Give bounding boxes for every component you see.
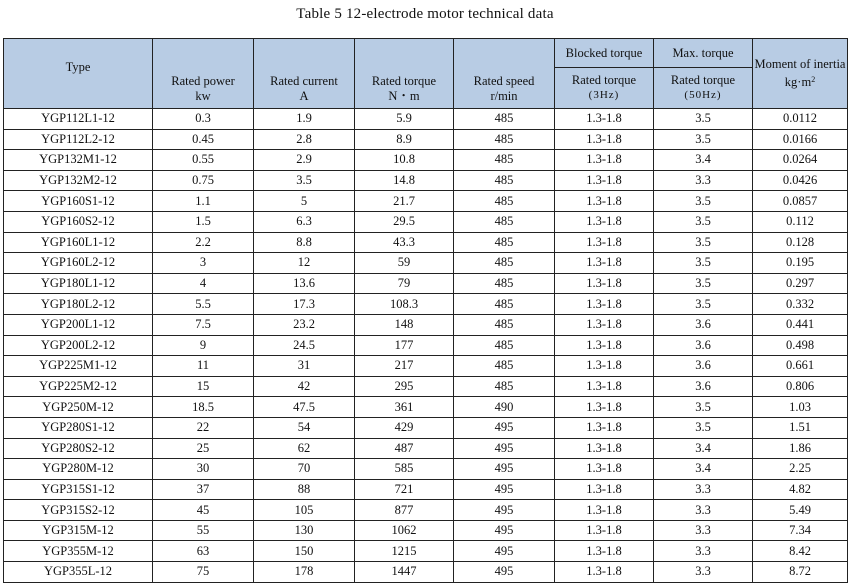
cell-max: 3.5: [654, 397, 753, 418]
cell-type: YGP355M-12: [4, 541, 153, 562]
cell-inertia: 1.86: [753, 438, 848, 459]
table-row: [4, 520, 848, 541]
cell-max: 3.4: [654, 438, 753, 459]
cell-inertia: 1.03: [753, 397, 848, 418]
cell-power: 1.5: [153, 211, 254, 232]
cell-current: 8.8: [254, 232, 355, 253]
cell-torque: 59: [355, 253, 454, 274]
cell-torque: 79: [355, 273, 454, 294]
cell-inertia: 0.0857: [753, 191, 848, 212]
cell-speed: 485: [454, 232, 555, 253]
table-row: [4, 459, 848, 480]
cell-current: 42: [254, 376, 355, 397]
cell-max: 3.3: [654, 479, 753, 500]
cell-power: 55: [153, 520, 254, 541]
table-row: [4, 150, 848, 171]
cell-inertia: 0.297: [753, 273, 848, 294]
cell-max: 3.5: [654, 294, 753, 315]
cell-type: YGP225M2-12: [4, 376, 153, 397]
table-row: [4, 356, 848, 377]
cell-inertia: 0.0426: [753, 170, 848, 191]
cell-speed: 495: [454, 562, 555, 583]
cell-power: 18.5: [153, 397, 254, 418]
cell-max: 3.5: [654, 191, 753, 212]
cell-inertia: 0.661: [753, 356, 848, 377]
cell-max: 3.5: [654, 211, 753, 232]
cell-power: 1.1: [153, 191, 254, 212]
cell-inertia: 4.82: [753, 479, 848, 500]
cell-type: YGP160S2-12: [4, 211, 153, 232]
cell-power: 30: [153, 459, 254, 480]
header-blocked-torque: Blocked torque: [555, 39, 654, 68]
cell-torque: 217: [355, 356, 454, 377]
cell-speed: 485: [454, 211, 555, 232]
cell-speed: 485: [454, 294, 555, 315]
cell-speed: 485: [454, 356, 555, 377]
cell-type: YGP132M2-12: [4, 170, 153, 191]
cell-speed: 485: [454, 191, 555, 212]
cell-blocked: 1.3-1.8: [555, 294, 654, 315]
cell-inertia: 0.498: [753, 335, 848, 356]
cell-inertia: 0.195: [753, 253, 848, 274]
cell-blocked: 1.3-1.8: [555, 438, 654, 459]
cell-current: 70: [254, 459, 355, 480]
cell-type: YGP160S1-12: [4, 191, 153, 212]
cell-type: YGP280S1-12: [4, 417, 153, 438]
cell-blocked: 1.3-1.8: [555, 170, 654, 191]
cell-current: 88: [254, 479, 355, 500]
cell-type: YGP160L2-12: [4, 253, 153, 274]
cell-speed: 495: [454, 417, 555, 438]
cell-blocked: 1.3-1.8: [555, 253, 654, 274]
header-rated-speed: Rated speed r/min: [454, 39, 555, 109]
cell-speed: 485: [454, 376, 555, 397]
cell-max: 3.5: [654, 232, 753, 253]
cell-current: 12: [254, 253, 355, 274]
cell-torque: 29.5: [355, 211, 454, 232]
cell-type: YGP280S2-12: [4, 438, 153, 459]
cell-max: 3.6: [654, 356, 753, 377]
cell-max: 3.6: [654, 314, 753, 335]
cell-type: YGP112L2-12: [4, 129, 153, 150]
cell-max: 3.5: [654, 273, 753, 294]
cell-torque: 14.8: [355, 170, 454, 191]
cell-type: YGP315M-12: [4, 520, 153, 541]
cell-torque: 295: [355, 376, 454, 397]
cell-torque: 108.3: [355, 294, 454, 315]
cell-speed: 495: [454, 438, 555, 459]
cell-max: 3.6: [654, 376, 753, 397]
cell-inertia: 1.51: [753, 417, 848, 438]
cell-speed: 485: [454, 109, 555, 130]
table-row: [4, 232, 848, 253]
cell-current: 47.5: [254, 397, 355, 418]
cell-torque: 10.8: [355, 150, 454, 171]
cell-power: 75: [153, 562, 254, 583]
cell-speed: 495: [454, 479, 555, 500]
cell-max: 3.4: [654, 150, 753, 171]
cell-power: 5.5: [153, 294, 254, 315]
cell-type: YGP200L1-12: [4, 314, 153, 335]
cell-torque: 721: [355, 479, 454, 500]
cell-type: YGP180L2-12: [4, 294, 153, 315]
cell-inertia: 0.0166: [753, 129, 848, 150]
header-blocked-rated-torque: Rated torque (3Hz): [555, 68, 654, 109]
cell-power: 22: [153, 417, 254, 438]
cell-type: YGP315S2-12: [4, 500, 153, 521]
cell-type: YGP132M1-12: [4, 150, 153, 171]
cell-type: YGP355L-12: [4, 562, 153, 583]
cell-power: 0.75: [153, 170, 254, 191]
cell-max: 3.3: [654, 500, 753, 521]
cell-torque: 21.7: [355, 191, 454, 212]
cell-max: 3.3: [654, 170, 753, 191]
cell-torque: 1062: [355, 520, 454, 541]
cell-inertia: 7.34: [753, 520, 848, 541]
table-row: [4, 541, 848, 562]
cell-current: 150: [254, 541, 355, 562]
cell-inertia: 0.0112: [753, 109, 848, 130]
cell-blocked: 1.3-1.8: [555, 459, 654, 480]
table-row: [4, 562, 848, 583]
cell-max: 3.5: [654, 129, 753, 150]
cell-current: 178: [254, 562, 355, 583]
cell-power: 37: [153, 479, 254, 500]
table-header: [4, 39, 848, 109]
cell-speed: 485: [454, 253, 555, 274]
cell-blocked: 1.3-1.8: [555, 397, 654, 418]
cell-speed: 495: [454, 520, 555, 541]
cell-current: 3.5: [254, 170, 355, 191]
header-max-rated-torque: Rated torque (50Hz): [654, 68, 753, 109]
cell-speed: 495: [454, 500, 555, 521]
cell-blocked: 1.3-1.8: [555, 376, 654, 397]
table-row: [4, 211, 848, 232]
cell-blocked: 1.3-1.8: [555, 335, 654, 356]
cell-blocked: 1.3-1.8: [555, 232, 654, 253]
table-row: [4, 335, 848, 356]
table-row: [4, 397, 848, 418]
table-row: [4, 479, 848, 500]
cell-speed: 485: [454, 314, 555, 335]
cell-inertia: 0.128: [753, 232, 848, 253]
cell-power: 11: [153, 356, 254, 377]
cell-type: YGP112L1-12: [4, 109, 153, 130]
cell-speed: 485: [454, 150, 555, 171]
cell-blocked: 1.3-1.8: [555, 109, 654, 130]
cell-blocked: 1.3-1.8: [555, 562, 654, 583]
cell-max: 3.3: [654, 562, 753, 583]
cell-blocked: 1.3-1.8: [555, 211, 654, 232]
cell-inertia: 5.49: [753, 500, 848, 521]
cell-max: 3.6: [654, 335, 753, 356]
table-row: [4, 376, 848, 397]
header-moment-of-inertia: Moment of inertia $kg\cdot m^2$: [753, 39, 848, 109]
cell-power: 25: [153, 438, 254, 459]
cell-blocked: 1.3-1.8: [555, 479, 654, 500]
cell-type: YGP180L1-12: [4, 273, 153, 294]
cell-speed: 485: [454, 335, 555, 356]
cell-type: YGP160L1-12: [4, 232, 153, 253]
cell-blocked: 1.3-1.8: [555, 129, 654, 150]
cell-current: 13.6: [254, 273, 355, 294]
motor-data-table: [3, 38, 848, 583]
cell-blocked: 1.3-1.8: [555, 500, 654, 521]
header-rated-torque: Rated torque N・m: [355, 39, 454, 109]
cell-blocked: 1.3-1.8: [555, 273, 654, 294]
inertia-unit: $kg\cdot m^2$: [784, 75, 816, 89]
header-max-torque: Max. torque: [654, 39, 753, 68]
cell-power: 0.3: [153, 109, 254, 130]
cell-blocked: 1.3-1.8: [555, 541, 654, 562]
cell-current: 1.9: [254, 109, 355, 130]
cell-power: 9: [153, 335, 254, 356]
cell-inertia: 0.332: [753, 294, 848, 315]
cell-max: 3.5: [654, 109, 753, 130]
cell-torque: 487: [355, 438, 454, 459]
table-row: [4, 170, 848, 191]
cell-power: 63: [153, 541, 254, 562]
cell-type: YGP250M-12: [4, 397, 153, 418]
table-row: [4, 500, 848, 521]
cell-speed: 495: [454, 541, 555, 562]
cell-current: 62: [254, 438, 355, 459]
cell-speed: 495: [454, 459, 555, 480]
cell-current: 31: [254, 356, 355, 377]
cell-type: YGP225M1-12: [4, 356, 153, 377]
cell-type: YGP200L2-12: [4, 335, 153, 356]
cell-inertia: 0.112: [753, 211, 848, 232]
cell-inertia: 0.441: [753, 314, 848, 335]
cell-current: 23.2: [254, 314, 355, 335]
cell-current: 17.3: [254, 294, 355, 315]
cell-torque: 8.9: [355, 129, 454, 150]
cell-power: 2.2: [153, 232, 254, 253]
cell-torque: 148: [355, 314, 454, 335]
cell-blocked: 1.3-1.8: [555, 520, 654, 541]
cell-torque: 429: [355, 417, 454, 438]
cell-torque: 585: [355, 459, 454, 480]
table-body: [4, 109, 848, 583]
table-row: [4, 438, 848, 459]
cell-speed: 490: [454, 397, 555, 418]
header-rated-current: Rated current A: [254, 39, 355, 109]
cell-torque: 877: [355, 500, 454, 521]
cell-torque: 361: [355, 397, 454, 418]
table-row: [4, 191, 848, 212]
cell-current: 54: [254, 417, 355, 438]
cell-max: 3.3: [654, 520, 753, 541]
cell-torque: 5.9: [355, 109, 454, 130]
cell-power: 4: [153, 273, 254, 294]
cell-power: 3: [153, 253, 254, 274]
cell-inertia: 8.42: [753, 541, 848, 562]
cell-power: 45: [153, 500, 254, 521]
cell-max: 3.3: [654, 541, 753, 562]
cell-max: 3.5: [654, 417, 753, 438]
table-row: [4, 129, 848, 150]
cell-blocked: 1.3-1.8: [555, 191, 654, 212]
header-type: Type: [4, 39, 153, 109]
cell-current: 105: [254, 500, 355, 521]
cell-torque: 43.3: [355, 232, 454, 253]
cell-max: 3.5: [654, 253, 753, 274]
cell-current: 130: [254, 520, 355, 541]
cell-power: 0.55: [153, 150, 254, 171]
cell-speed: 485: [454, 273, 555, 294]
table-row: [4, 253, 848, 274]
table-row: [4, 294, 848, 315]
table-row: [4, 273, 848, 294]
table-caption: Table 5 12-electrode motor technical data: [296, 6, 554, 22]
cell-type: YGP315S1-12: [4, 479, 153, 500]
cell-current: 2.9: [254, 150, 355, 171]
cell-current: 24.5: [254, 335, 355, 356]
table-row: [4, 417, 848, 438]
cell-inertia: 0.806: [753, 376, 848, 397]
cell-torque: 177: [355, 335, 454, 356]
cell-blocked: 1.3-1.8: [555, 356, 654, 377]
cell-speed: 485: [454, 129, 555, 150]
header-rated-power: Rated power kw: [153, 39, 254, 109]
cell-max: 3.4: [654, 459, 753, 480]
cell-blocked: 1.3-1.8: [555, 150, 654, 171]
cell-torque: 1447: [355, 562, 454, 583]
cell-power: 7.5: [153, 314, 254, 335]
cell-power: 15: [153, 376, 254, 397]
cell-current: 2.8: [254, 129, 355, 150]
cell-inertia: 0.0264: [753, 150, 848, 171]
cell-inertia: 8.72: [753, 562, 848, 583]
cell-type: YGP280M-12: [4, 459, 153, 480]
cell-current: 6.3: [254, 211, 355, 232]
cell-blocked: 1.3-1.8: [555, 314, 654, 335]
cell-speed: 485: [454, 170, 555, 191]
cell-current: 5: [254, 191, 355, 212]
table-row: [4, 314, 848, 335]
table-row: [4, 109, 848, 130]
cell-blocked: 1.3-1.8: [555, 417, 654, 438]
cell-inertia: 2.25: [753, 459, 848, 480]
cell-power: 0.45: [153, 129, 254, 150]
cell-torque: 1215: [355, 541, 454, 562]
